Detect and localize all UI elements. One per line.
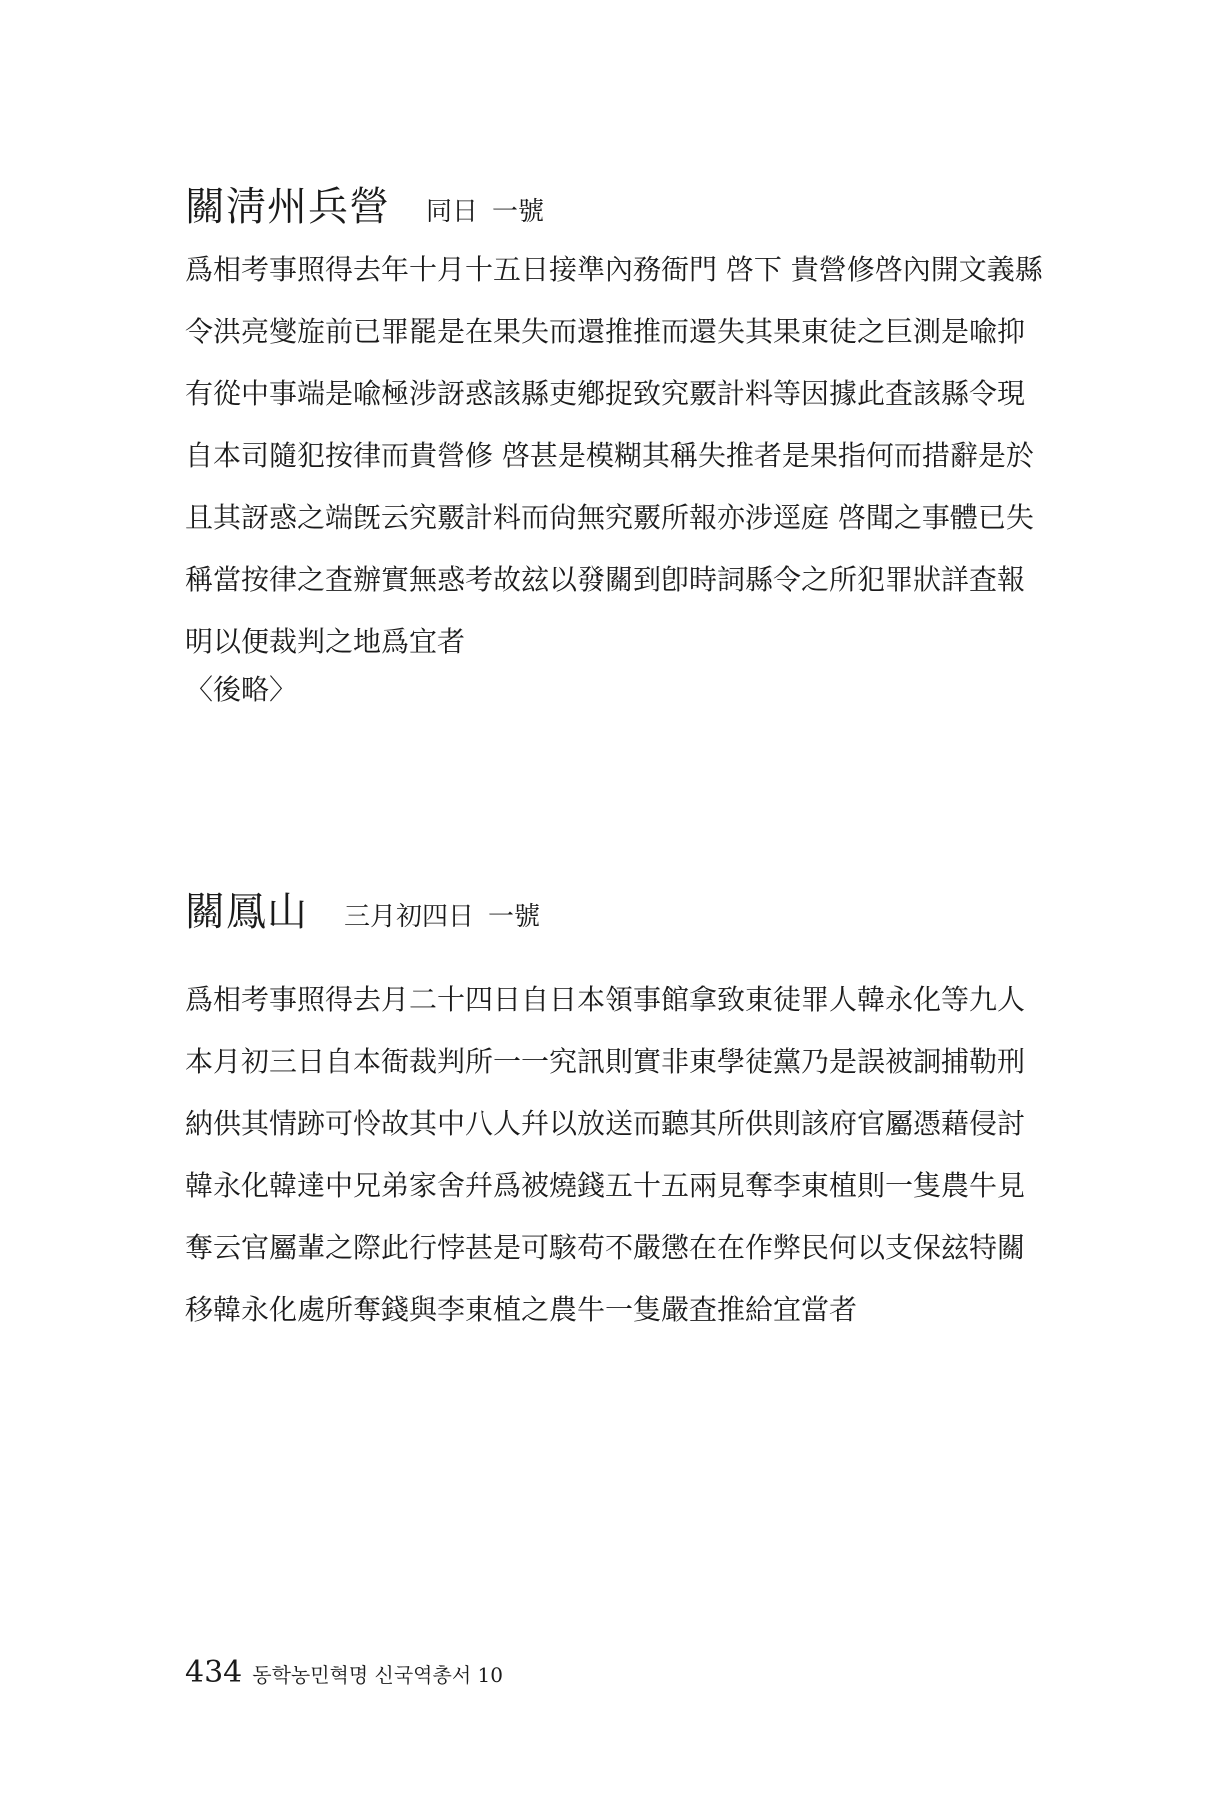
text-line: 納供其情跡可怜故其中八人幷以放送而聽其所供則該府官屬憑藉侵討 bbox=[185, 1107, 1026, 1140]
text-line: 明以便裁判之地爲宜者 bbox=[185, 625, 466, 658]
page-number: 434 bbox=[185, 1655, 243, 1690]
series-title: 동학농민혁명 신국역총서 10 bbox=[252, 1663, 503, 1687]
date-text: 三月初四日 bbox=[344, 902, 475, 932]
page-footer bbox=[185, 1655, 503, 1690]
text-line: 稱當按律之査辦實無惑考故玆以發關到卽時詞縣令之所犯罪狀詳査報 bbox=[185, 563, 1026, 596]
text-line: 自本司隨犯按律而貴營修 啓甚是模糊其稱失推者是果指何而措辭是於 bbox=[185, 439, 1034, 472]
text-line: 移韓永化處所奪錢與李東植之農牛一隻嚴査推給宜當者 bbox=[185, 1293, 858, 1326]
omission-note: 〈後略〉 bbox=[185, 673, 298, 706]
section-title: 關鳳山 bbox=[185, 889, 308, 935]
section-body bbox=[185, 980, 1045, 1352]
dispatch-number: 一號 bbox=[488, 902, 541, 932]
text-line: 奪云官屬輩之際此行悖甚是可駭苟不嚴懲在在作弊民何以支保玆特關 bbox=[185, 1231, 1026, 1264]
dispatch-number: 一號 bbox=[492, 197, 545, 227]
section-heading bbox=[185, 175, 544, 232]
section-heading bbox=[185, 880, 540, 937]
section-title: 關淸州兵營 bbox=[185, 184, 390, 230]
text-line: 且其訝惑之端旣云究覈計料而尙無究覈所報亦涉逕庭 啓聞之事體已失 bbox=[185, 501, 1034, 534]
text-line: 爲相考事照得去年十月十五日接準內務衙門 啓下 貴營修啓內開文義縣 bbox=[185, 253, 1043, 286]
section-body bbox=[185, 250, 1045, 710]
date-text: 同日 bbox=[426, 197, 479, 227]
text-line: 爲相考事照得去月二十四日自日本領事館拿致東徒罪人韓永化等九人 bbox=[185, 983, 1026, 1016]
text-line: 令洪亮燮㫌前已罪罷是在果失而還推推而還失其果東徒之巨測是喩抑 bbox=[185, 315, 1026, 348]
text-line: 有從中事端是喩極涉訝惑該縣吏鄕捉致究覈計料等因據此査該縣令現 bbox=[185, 377, 1026, 410]
text-line: 本月初三日自本衙裁判所一一究訊則實非東學徒黨乃是誤被詗捕勒刑 bbox=[185, 1045, 1026, 1078]
section-date bbox=[344, 902, 540, 932]
section-date bbox=[426, 197, 544, 227]
text-line: 韓永化韓達中兄弟家舍幷爲被燒錢五十五兩見奪李東植則一隻農牛見 bbox=[185, 1169, 1026, 1202]
